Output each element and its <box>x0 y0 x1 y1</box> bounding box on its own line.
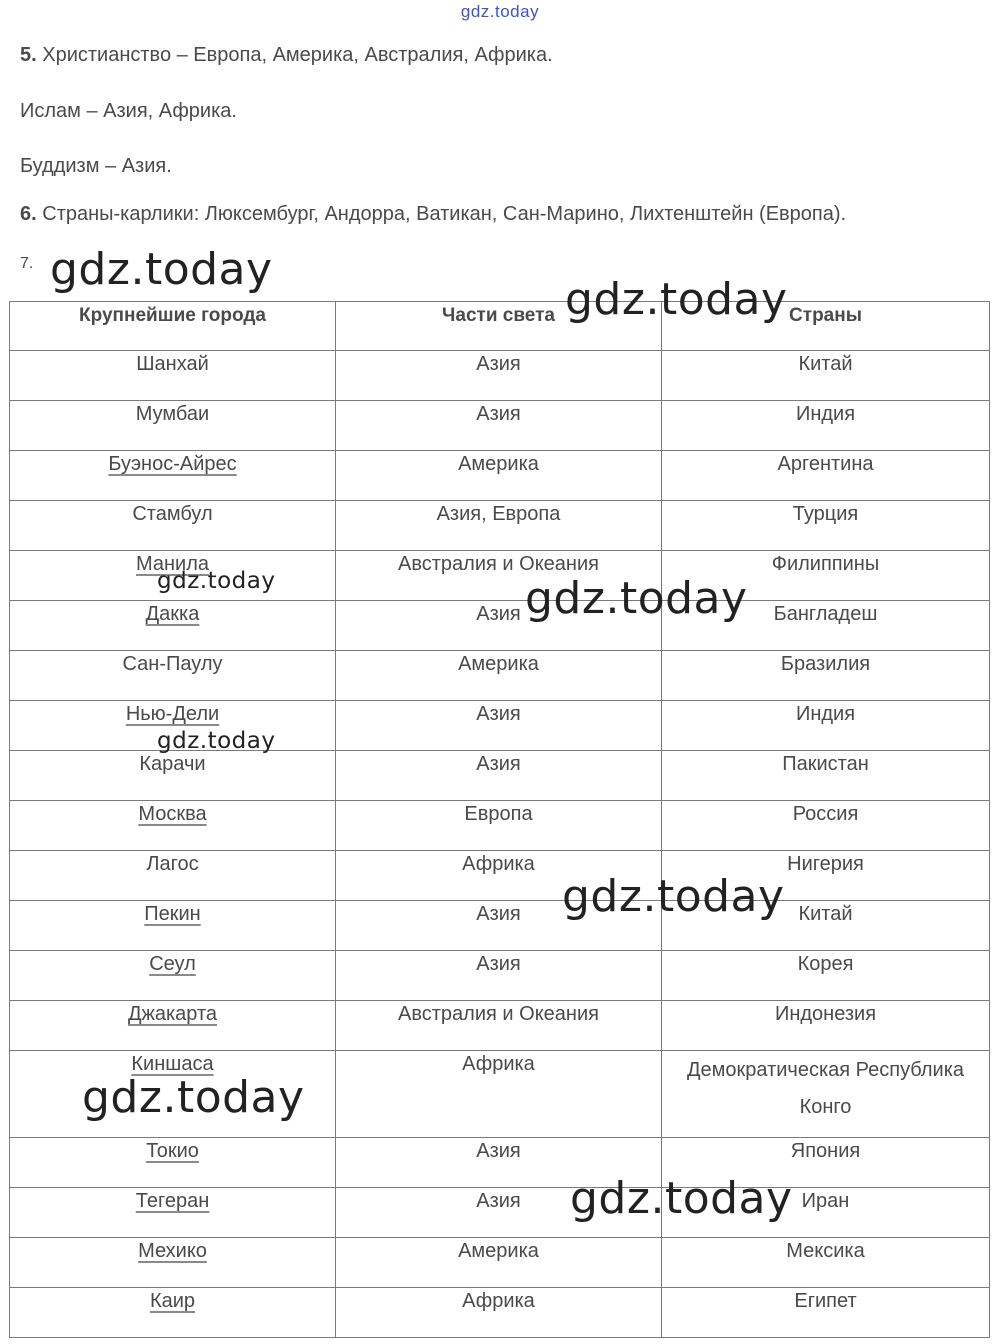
continent-cell: Азия <box>336 701 662 751</box>
city-name: Карачи <box>139 753 206 775</box>
watermark: gdz.today <box>82 1072 305 1123</box>
continent-cell: Африка <box>336 851 662 901</box>
table-row <box>10 351 990 401</box>
table-row <box>10 701 990 751</box>
continent-cell: Австралия и Океания <box>336 551 662 601</box>
city-name: Сеул <box>149 953 196 975</box>
continent-cell: Америка <box>336 451 662 501</box>
city-name: Джакарта <box>127 1003 218 1025</box>
country-cell: Бразилия <box>662 651 990 701</box>
country-cell: Филиппины <box>662 551 990 601</box>
table-row <box>10 1238 990 1288</box>
city-cell <box>10 1001 336 1051</box>
city-cell <box>10 1288 336 1338</box>
table-row <box>10 1288 990 1338</box>
city-name: Буэнос-Айрес <box>108 453 237 475</box>
table-row <box>10 401 990 451</box>
city-name: Киншаса <box>131 1053 214 1075</box>
city-cell <box>10 1051 336 1138</box>
city-name: Пекин <box>144 903 201 925</box>
watermark: gdz.today <box>565 274 788 325</box>
country-cell: Демократическая Республика Конго <box>662 1051 990 1138</box>
city-name: Токио <box>146 1140 199 1162</box>
city-cell <box>10 801 336 851</box>
continent-cell: Азия <box>336 401 662 451</box>
city-name: Сан-Паулу <box>122 653 223 675</box>
city-name: Шанхай <box>136 353 209 375</box>
continent-cell: Америка <box>336 1238 662 1288</box>
city-cell <box>10 951 336 1001</box>
header-countries: Страны <box>662 302 990 351</box>
city-name: Манила <box>135 553 210 575</box>
watermark: gdz.today <box>157 728 276 754</box>
city-name: Стамбул <box>132 503 213 525</box>
city-cell <box>10 651 336 701</box>
watermark: gdz.today <box>562 871 785 922</box>
watermark: gdz.today <box>50 244 273 295</box>
city-name: Москва <box>138 803 207 825</box>
table-header-row <box>10 302 990 351</box>
country-cell: Корея <box>662 951 990 1001</box>
city-cell <box>10 901 336 951</box>
continent-cell: Азия <box>336 601 662 651</box>
continent-cell: Африка <box>336 1288 662 1338</box>
watermark: gdz.today <box>570 1173 793 1224</box>
answer-6-number: 6. <box>20 203 37 225</box>
table-row <box>10 551 990 601</box>
city-cell <box>10 701 336 751</box>
watermark: gdz.today <box>525 573 748 624</box>
continent-cell: Азия <box>336 901 662 951</box>
continent-cell: Азия, Европа <box>336 501 662 551</box>
city-cell <box>10 601 336 651</box>
country-cell: Аргентина <box>662 451 990 501</box>
header-cities: Крупнейшие города <box>10 302 336 351</box>
table-row <box>10 801 990 851</box>
city-name: Мехико <box>138 1240 207 1262</box>
table-row <box>10 501 990 551</box>
country-cell: Египет <box>662 1288 990 1338</box>
continent-cell: Америка <box>336 651 662 701</box>
answer-7-number: 7. <box>20 255 34 272</box>
answer-5-christianity <box>20 44 553 67</box>
table-row <box>10 1001 990 1051</box>
city-cell <box>10 401 336 451</box>
country-cell: Пакистан <box>662 751 990 801</box>
christianity-text: Христианство – Европа, Америка, Австралия, Африка. <box>42 44 553 66</box>
table-row <box>10 901 990 951</box>
table-row <box>10 851 990 901</box>
country-cell: Бангладеш <box>662 601 990 651</box>
table-row <box>10 1138 990 1188</box>
city-name: Тегеран <box>135 1190 210 1212</box>
table-row <box>10 1051 990 1138</box>
country-cell: Турция <box>662 501 990 551</box>
continent-cell: Австралия и Океания <box>336 1001 662 1051</box>
answer-5-islam: Ислам – Азия, Африка. <box>20 100 237 122</box>
country-cell: Индонезия <box>662 1001 990 1051</box>
continent-cell: Азия <box>336 1138 662 1188</box>
country-cell: Нигерия <box>662 851 990 901</box>
city-cell <box>10 851 336 901</box>
continent-cell: Азия <box>336 751 662 801</box>
continent-cell: Африка <box>336 1051 662 1138</box>
table-row <box>10 601 990 651</box>
answer-5-number: 5. <box>20 44 37 66</box>
site-watermark-top: gdz.today <box>460 2 540 21</box>
header-continents: Части света <box>336 302 662 351</box>
country-cell: Япония <box>662 1138 990 1188</box>
city-cell <box>10 551 336 601</box>
answer-5-buddhism: Буддизм – Азия. <box>20 155 172 177</box>
city-cell <box>10 751 336 801</box>
continent-cell: Азия <box>336 351 662 401</box>
continent-cell: Азия <box>336 951 662 1001</box>
table-row <box>10 751 990 801</box>
table-row <box>10 951 990 1001</box>
city-cell <box>10 1138 336 1188</box>
answer-6 <box>20 203 846 226</box>
country-cell: Мексика <box>662 1238 990 1288</box>
table-row <box>10 451 990 501</box>
country-cell: Индия <box>662 401 990 451</box>
city-name: Каир <box>149 1290 196 1312</box>
country-cell: Иран <box>662 1188 990 1238</box>
continent-cell: Азия <box>336 1188 662 1238</box>
city-name: Лагос <box>146 853 199 875</box>
watermark: gdz.today <box>157 568 276 594</box>
answer-6-text: Страны-карлики: Люксембург, Андорра, Ватикан, Сан-Марино, Лихтенштейн (Европа). <box>42 203 847 225</box>
country-cell: Индия <box>662 701 990 751</box>
continent-cell: Европа <box>336 801 662 851</box>
city-cell <box>10 351 336 401</box>
city-cell <box>10 501 336 551</box>
city-name: Нью-Дели <box>125 703 220 725</box>
table-row <box>10 651 990 701</box>
table-row <box>10 1188 990 1238</box>
city-cell <box>10 1188 336 1238</box>
country-cell: Россия <box>662 801 990 851</box>
city-cell <box>10 451 336 501</box>
city-cell <box>10 1238 336 1288</box>
city-name: Мумбаи <box>135 403 210 425</box>
country-cell: Китай <box>662 351 990 401</box>
city-name: Дакка <box>145 603 200 625</box>
cities-table <box>9 301 990 1338</box>
country-cell: Китай <box>662 901 990 951</box>
